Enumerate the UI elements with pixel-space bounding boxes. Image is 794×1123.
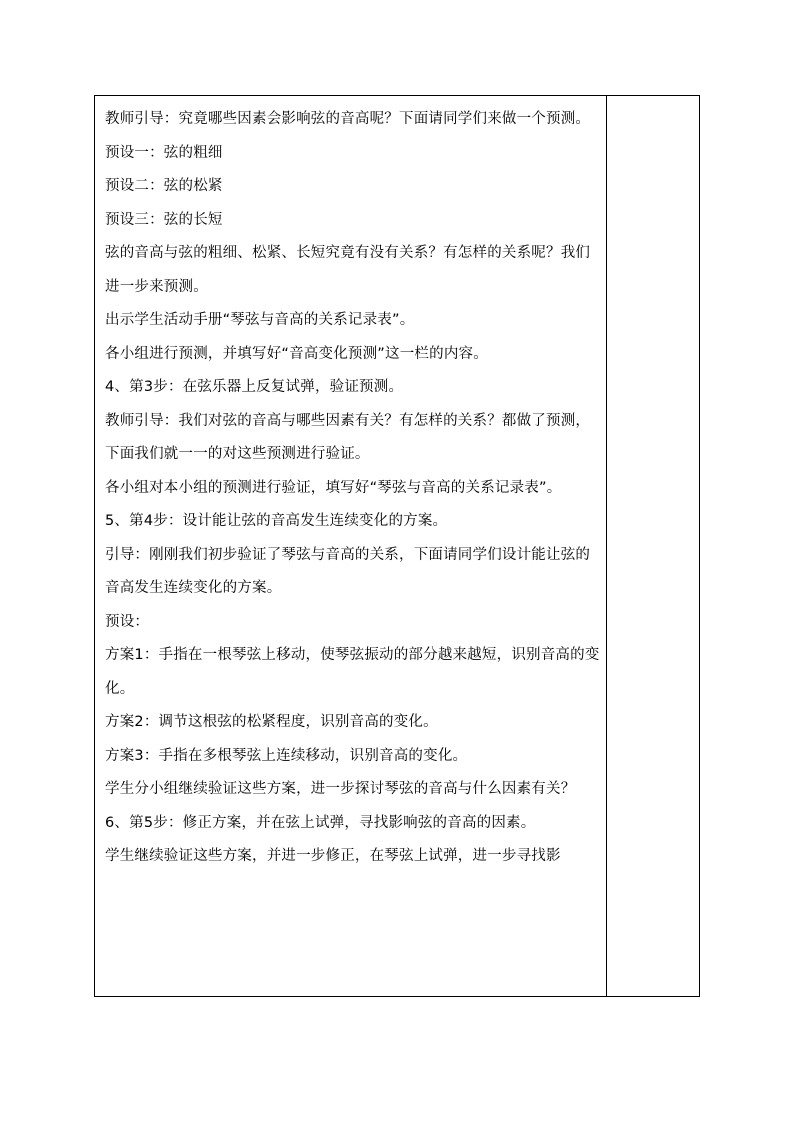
paragraph: 4、第3步：在弦乐器上反复试弹，验证预测。 bbox=[105, 379, 404, 395]
paragraph: 预设二：弦的松紧 bbox=[105, 178, 223, 194]
paragraph: 各小组对本小组的预测进行验证，填写好“琴弦与音高的关系记录表”。 bbox=[105, 479, 562, 496]
paragraph: 预设一：弦的粗细 bbox=[105, 144, 223, 161]
paragraph: 引导：刚刚我们初步验证了琴弦与音高的关系，下面请同学们设计能让弦的音高发生连续变化的方案。 bbox=[105, 546, 591, 596]
paragraph: 方案3：手指在多根琴弦上连续移动，识别音高的变化。 bbox=[105, 747, 468, 764]
paragraph: 各小组进行预测，并填写好“音高变化预测”这一栏的内容。 bbox=[105, 345, 488, 362]
paragraph: 学生分小组继续验证这些方案，进一步探讨琴弦的音高与什么因素有关？ bbox=[105, 781, 576, 797]
paragraph: 教师引导：究竟哪些因素会影响弦的音高呢？下面请同学们来做一个预测。 bbox=[105, 111, 591, 127]
paragraph: 弦的音高与弦的粗细、松紧、长短究竟有没有关系？有怎样的关系呢？我们进一步来预测。 bbox=[105, 245, 591, 295]
paragraph: 6、第5步：修正方案，并在弦上试弹，寻找影响弦的音高的因素。 bbox=[105, 814, 536, 831]
lesson-table bbox=[94, 95, 700, 997]
paragraph: 出示学生活动手册“琴弦与音高的关系记录表”。 bbox=[105, 312, 415, 328]
paragraph: 5、第4步：设计能让弦的音高发生连续变化的方案。 bbox=[105, 513, 448, 529]
paragraph: 方案1：手指在一根琴弦上移动，使琴弦振动的部分越来越短，识别音高的变化。 bbox=[105, 647, 600, 697]
paragraph: 预设三：弦的长短 bbox=[105, 211, 223, 228]
paragraph: 教师引导：我们对弦的音高与哪些因素有关？有怎样的关系？都做了预测，下面我们就一一的对这些预测进行验证。 bbox=[105, 412, 591, 462]
lesson-content-cell bbox=[95, 96, 607, 996]
paragraph: 学生继续验证这些方案，并进一步修正，在琴弦上试弹，进一步寻找影 bbox=[105, 848, 561, 864]
paragraph: 方案2：调节这根弦的松紧程度，识别音高的变化。 bbox=[105, 714, 438, 730]
paragraph: 预设： bbox=[105, 613, 150, 630]
notes-cell bbox=[607, 96, 699, 996]
